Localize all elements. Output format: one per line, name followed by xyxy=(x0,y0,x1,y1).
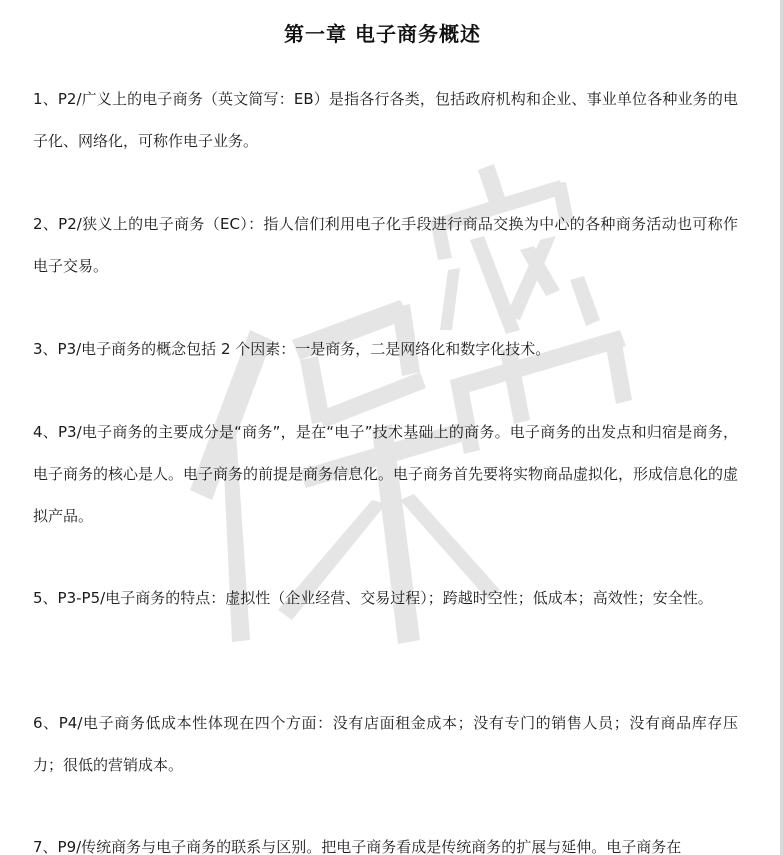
list-item-3: 3、P3/电子商务的概念包括 2 个因素：一是商务，二是网络化和数字化技术。 xyxy=(33,340,551,358)
list-item-1: 1、P2/广义上的电子商务（英文简写：EB）是指各行各类，包括政府机构和企业、事业单位各种业务的电子化、网络化，可称作电子业务。 xyxy=(33,90,738,150)
chapter-title: 第一章 电子商务概述 xyxy=(284,22,481,46)
list-item-4: 4、P3/电子商务的主要成分是“商务”，是在“电子”技术基础上的商务。电子商务的出发点和归宿是商务，电子商务的核心是人。电子商务的前提是商务信息化。电子商务首先要将实物商品虚拟化，形成信息化的虚拟产品。 xyxy=(33,423,739,525)
list-item-7: 7、P9/传统商务与电子商务的联系与区别。把电子商务看成是传统商务的扩展与延伸。电子商务在 xyxy=(33,838,682,855)
list-item-6: 6、P4/电子商务低成本性体现在四个方面：没有店面租金成本；没有专门的销售人员；没有商品库存压力；很低的营销成本。 xyxy=(33,714,738,774)
list-item-2: 2、P2/狭义上的电子商务（EC）：指人信们利用电子化手段进行商品交换为中心的各种商务活动也可称作电子交易。 xyxy=(33,215,738,275)
list-item-5: 5、P3-P5/电子商务的特点：虚拟性（企业经营、交易过程）；跨越时空性；低成本；高效性；安全性。 xyxy=(33,589,713,607)
